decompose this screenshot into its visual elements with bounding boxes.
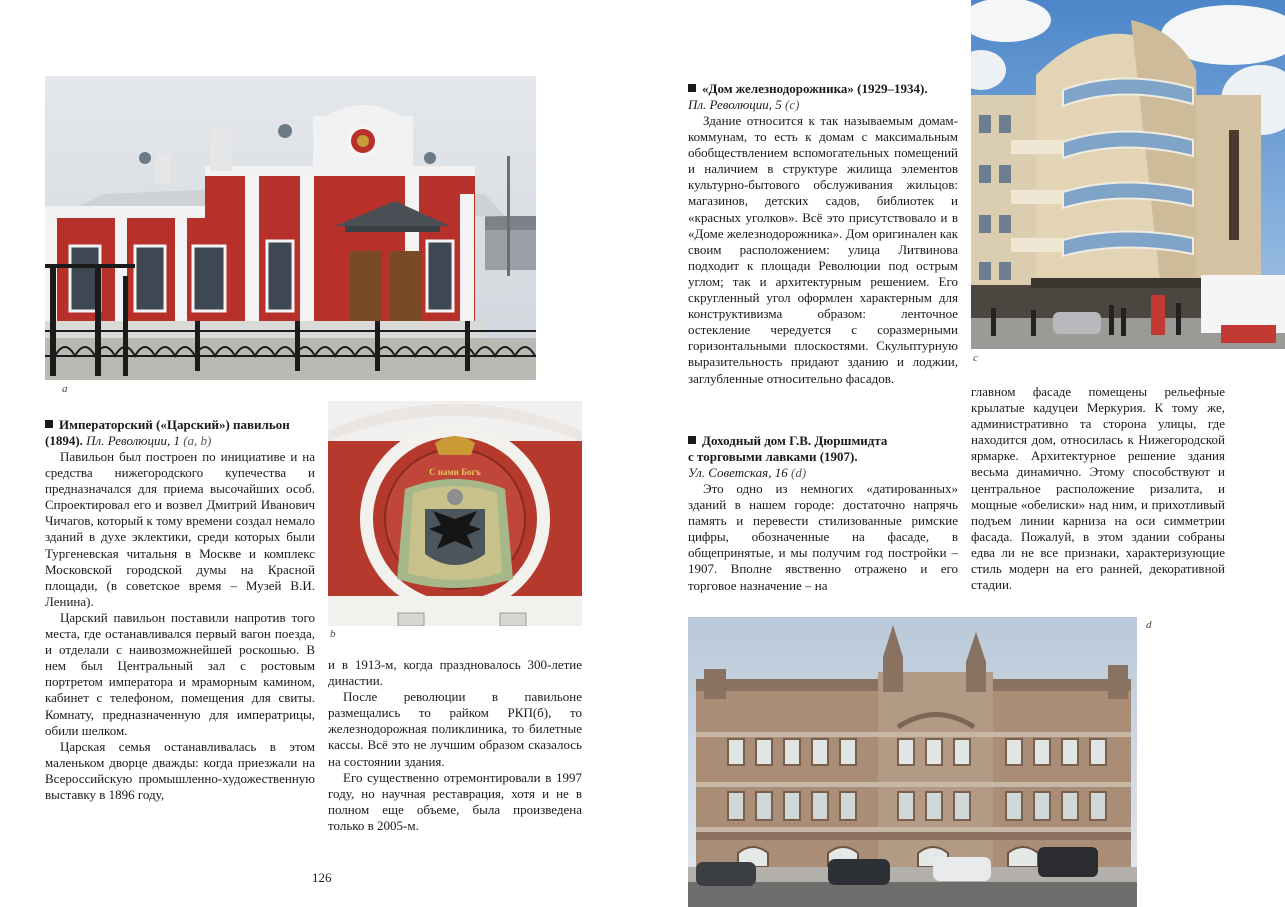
caption-c: c <box>973 352 978 364</box>
caption-b: b <box>330 628 336 640</box>
pavilion-text-col2 <box>328 657 582 834</box>
heading-railway-refs: (c) <box>785 97 800 113</box>
heading-tenement-address: Ул. Советская, 16 <box>688 465 788 481</box>
heading-railway-title: «Дом железнодорожника» (1929–1934). <box>702 81 928 96</box>
heading-railway-house <box>688 81 960 113</box>
railway-text <box>688 113 958 387</box>
caption-a: a <box>62 383 68 395</box>
paragraph: Это одно из немногих «датированных» зданий в нашем городе: достаточно напрячь память и перевести стилизованные римские цифры, обозначенные на фасаде, в общепринятые, и мы получим год постройки – 1907. Вполне явственно отражено и его торговое назначение – на <box>688 481 958 593</box>
emblem-inscription: С нами Богъ <box>429 467 481 477</box>
paragraph: После революции в павильоне размещались то райком РКП(б), то железнодорожная поликлиника, то билетные кассы. Всё это не лучшим образом сказалось на состоянии здания. <box>328 689 582 769</box>
photo-tenement-house <box>688 617 1137 907</box>
bullet-square-icon <box>688 436 696 444</box>
photo-emblem <box>328 401 582 626</box>
page-number: 126 <box>312 870 332 885</box>
paragraph: Павильон был построен по инициативе и на средства нижегородского купечества и предназначался для приема высочайших особ. Спроектировал его и возвел Дмитрий Иванович Чичагов, который к тому времени создал немало зданий в духе эклектики, среди которых были Тургеневская читальня в Москве и комплекс Московской городской думы на Красной площади, (в советское время – Музей В.И. Ленина). <box>45 449 315 609</box>
paragraph: Его существенно отремонтировали в 1997 году, но научная реставрация, хотя и не в полном еще объеме, была произведена только в 2005-м. <box>328 769 582 833</box>
heading-pavilion-address: Пл. Революции, 1 <box>86 433 180 449</box>
heading-tenement-house <box>688 433 960 481</box>
heading-pavilion-title: Императорский («Царский») павильон <box>59 417 290 432</box>
paragraph: Здание относится к так называемым домам-коммунам, то есть к домам с максимальным обобществлением вспомогательных помещений и наличием в структуре жилища элементов культурно-бытового обслуживания жильцов: магазинов, детских садов, библиотек и «красных уголков». Всё это присутствовало и в «Доме железнодорожника». Дом оригинален как своим расположением: улица Литвинова подходит к площади Революции под острым углом; так и архитектурным решением. Его скругленный угол оформлен характерным для конструктивизма образом: ленточное остекление чередуется с соразмерными горизонтальными плоскостями. Скульптурную выразительность придают зданию и лоджии, заглубленные относительно фасадов. <box>688 113 959 386</box>
heading-pavilion <box>45 417 320 449</box>
paragraph: Царский павильон поставили напротив того места, где останавливался первый вагон поезда, и отделали с наивозможнейшей роскошью. В нем был Центральный зал с ростовым портретом императора и мраморным камином, кабинет с телефоном, помещения для свиты. Комнату, предназначенную для императрицы, обили шелком. <box>45 609 315 738</box>
bullet-square-icon <box>688 84 696 92</box>
paragraph: и в 1913-м, когда праздновалось 300-летие династии. <box>328 657 582 689</box>
bullet-square-icon <box>45 420 53 428</box>
heading-tenement-title-2: с торговыми лавками (1907). <box>688 449 858 465</box>
heading-tenement-title-1: Доходный дом Г.В. Дюршмидта <box>702 433 888 448</box>
paragraph: главном фасаде помещены рельефные крылатые кадуцеи Меркурия. К тому же, административно та сторона улицы, где находится дом, относилась к Нижегородской ярмарке. Архитектурное решение здания весьма динамично. Этому способствуют и центральное расположение ризалита, и мощные «обелиски» над ним, и прихотливый подъем линии карниза на оси симметрии фасада. Пожалуй, в этом здании собраны едва ли не все признаки, характеризующие стиль модерн на его ранней, декоративной стадии. <box>971 384 1225 593</box>
heading-tenement-refs: (d) <box>790 465 807 481</box>
heading-railway-address: Пл. Революции, 5 <box>688 97 782 113</box>
tenement-text-col1 <box>688 481 958 594</box>
caption-d: d <box>1146 619 1152 631</box>
heading-pavilion-refs: (a, b) <box>183 433 212 449</box>
photo-pavilion <box>45 76 536 380</box>
tenement-text-col2 <box>971 384 1225 593</box>
pavilion-text-col1 <box>45 449 315 803</box>
photo-railway-house <box>971 0 1285 349</box>
paragraph: Царская семья останавливалась в этом маленьком дворце дважды: когда приезжали на Всероссийскую промышленно-художественную выставку в 1896 году, <box>45 738 315 802</box>
heading-pavilion-year: (1894). <box>45 433 83 449</box>
